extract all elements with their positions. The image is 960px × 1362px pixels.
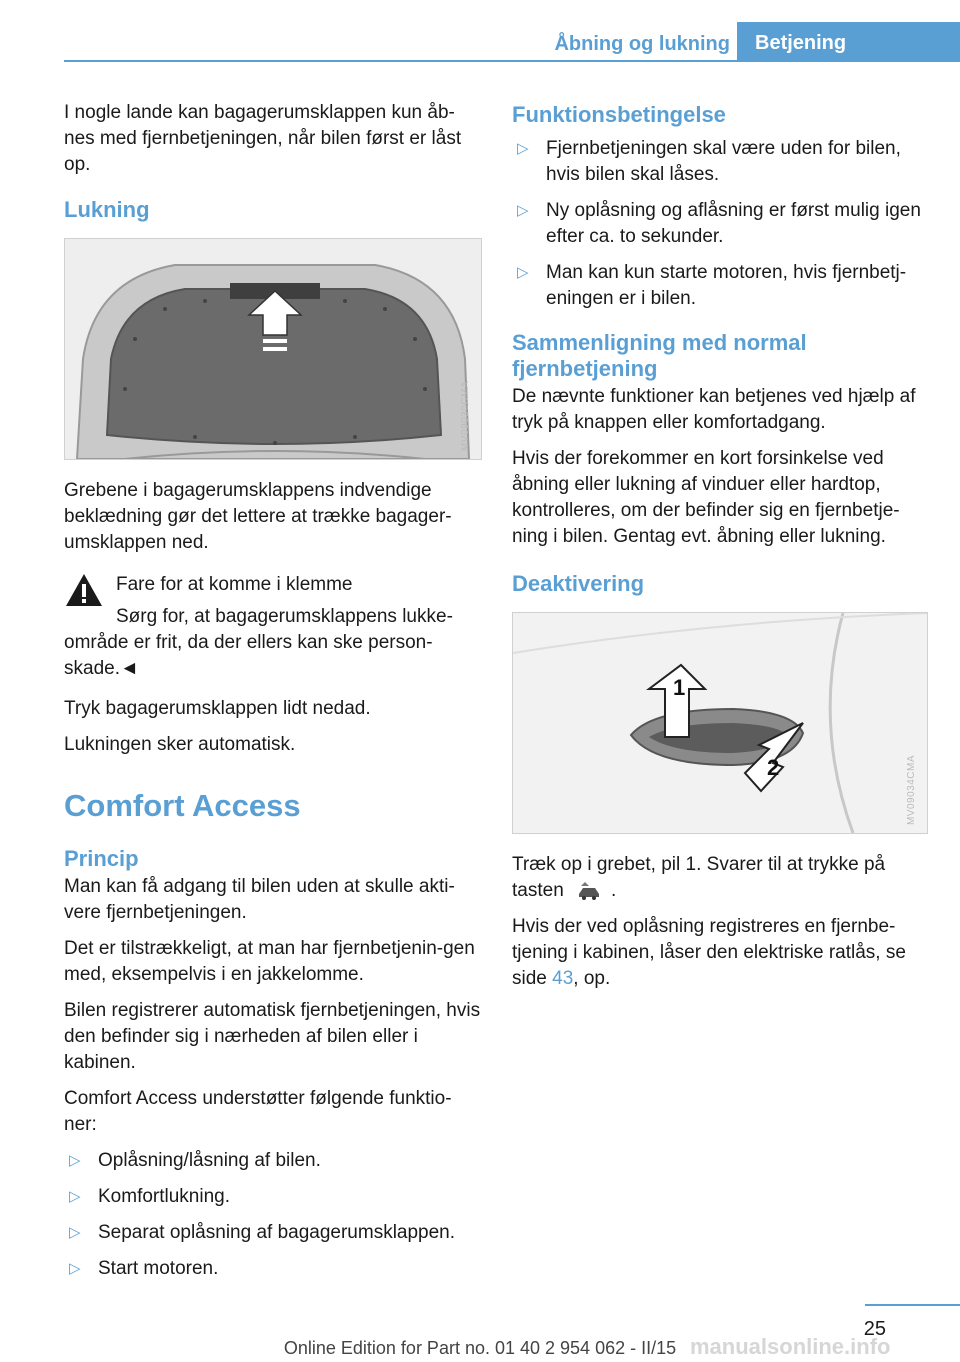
princip-heading: Princip bbox=[64, 846, 139, 871]
list-item: ▷ Separat oplåsning af bagagerumsklappen. bbox=[64, 1220, 482, 1246]
triangle-bullet-icon: ▷ bbox=[517, 202, 529, 219]
door-handle-illustration bbox=[513, 613, 927, 833]
trunk-lid-illustration bbox=[65, 239, 481, 459]
condition-list bbox=[512, 136, 932, 312]
princip-paragraph-3: Bilen registrerer automatisk fjernbetjeningen, hvis den befinder sig i nærheden af bilen eller i kabinen. bbox=[64, 1000, 481, 1073]
warning-icon bbox=[64, 572, 104, 616]
grip-paragraph: Grebene i bagagerumsklappens indvendige beklædning gør det lettere at trække bagager-umsklappen ned. bbox=[64, 480, 452, 553]
trunk-lid-figure bbox=[64, 238, 482, 460]
warning-text: Sørg for, at bagagerumsklappens lukke-område er frit, da der ellers kan ske person-skade.◄ bbox=[64, 606, 453, 679]
figure-code: MV09030CMA bbox=[460, 380, 471, 451]
page-link[interactable]: 43 bbox=[552, 968, 574, 989]
door-handle-figure bbox=[512, 612, 928, 834]
list-item: ▷ Oplåsning/låsning af bilen. bbox=[64, 1148, 482, 1174]
press-paragraph: Tryk bagagerumsklappen lidt nedad. bbox=[64, 698, 371, 719]
princip-paragraph-1: Man kan få adgang til bilen uden at skulle akti-vere fjernbetjeningen. bbox=[64, 876, 455, 923]
list-item: ▷ Fjernbetjeningen skal være uden for bilen, hvis bilen skal låses. bbox=[517, 138, 901, 185]
footer-rule bbox=[865, 1304, 960, 1306]
header-rule bbox=[64, 60, 960, 62]
edition-text: Online Edition for Part no. 01 40 2 954 062 - II/15 bbox=[283, 1338, 677, 1358]
triangle-bullet-icon: ▷ bbox=[517, 264, 529, 281]
warning-block bbox=[64, 572, 482, 682]
comparison-heading: Sammenligning med normal fjernbetjening bbox=[512, 330, 807, 381]
list-item: ▷ Ny oplåsning og aflåsning er først mulig igen efter ca. to sekunder. bbox=[517, 200, 921, 247]
lukning-heading: Lukning bbox=[64, 197, 150, 222]
deakt-paragraph-2: Hvis der ved oplåsning registreres en fjernbe-tjening i kabinen, låser den elektriske ratlås, se side 43, op. bbox=[512, 916, 906, 989]
figure-code: MV09034CMA bbox=[906, 754, 917, 825]
triangle-bullet-icon: ▷ bbox=[69, 1224, 81, 1241]
comfort-access-heading: Comfort Access bbox=[64, 788, 301, 823]
arrow-2-label: 2 bbox=[767, 755, 780, 780]
warning-title: Fare for at komme i klemme bbox=[116, 574, 353, 595]
deakt-paragraph-1: Træk op i grebet, pil 1. Svarer til at trykke på tasten . bbox=[512, 854, 886, 901]
funktion-heading: Funktionsbetingelse bbox=[512, 102, 726, 127]
watermark: manualsonline.info bbox=[690, 1334, 891, 1359]
comparison-paragraph-1: De nævnte funktioner kan betjenes ved hjælp af tryk på knappen eller komfortadgang. bbox=[512, 386, 916, 433]
left-column bbox=[64, 100, 482, 1292]
triangle-bullet-icon: ▷ bbox=[69, 1152, 81, 1169]
comparison-paragraph-2: Hvis der forekommer en kort forsinkelse ved åbning eller lukning af vinduer eller hardtop, kontrolleres, om der befinder sig en fjernbetje-ning i bilen. Gentag evt. åbning eller lukning. bbox=[512, 448, 900, 547]
car-key-icon bbox=[575, 880, 603, 902]
feature-list bbox=[64, 1148, 482, 1282]
triangle-bullet-icon: ▷ bbox=[69, 1188, 81, 1205]
right-column bbox=[512, 100, 932, 1002]
list-item: ▷ Komfortlukning. bbox=[64, 1184, 482, 1210]
section-tab: Åbning og lukning bbox=[554, 33, 730, 55]
triangle-bullet-icon: ▷ bbox=[69, 1260, 81, 1277]
list-item: ▷ Start motoren. bbox=[64, 1256, 482, 1282]
page-number: 25 bbox=[863, 1318, 886, 1340]
chapter-tab: Betjening bbox=[737, 22, 960, 62]
triangle-bullet-icon: ▷ bbox=[517, 140, 529, 157]
princip-paragraph-4: Comfort Access understøtter følgende funktio-ner: bbox=[64, 1088, 452, 1135]
list-item: ▷ Man kan kun starte motoren, hvis fjernbetj-eningen er i bilen. bbox=[517, 262, 907, 309]
arrow-1-label: 1 bbox=[673, 675, 686, 700]
intro-paragraph: I nogle lande kan bagagerumsklappen kun åb-nes med fjernbetjeningen, når bilen først er låst op. bbox=[64, 102, 462, 175]
deaktivering-heading: Deaktivering bbox=[512, 571, 645, 596]
princip-paragraph-2: Det er tilstrækkeligt, at man har fjernbetjenin-gen med, eksempelvis i en jakkelomme. bbox=[64, 938, 475, 985]
auto-paragraph: Lukningen sker automatisk. bbox=[64, 734, 296, 755]
